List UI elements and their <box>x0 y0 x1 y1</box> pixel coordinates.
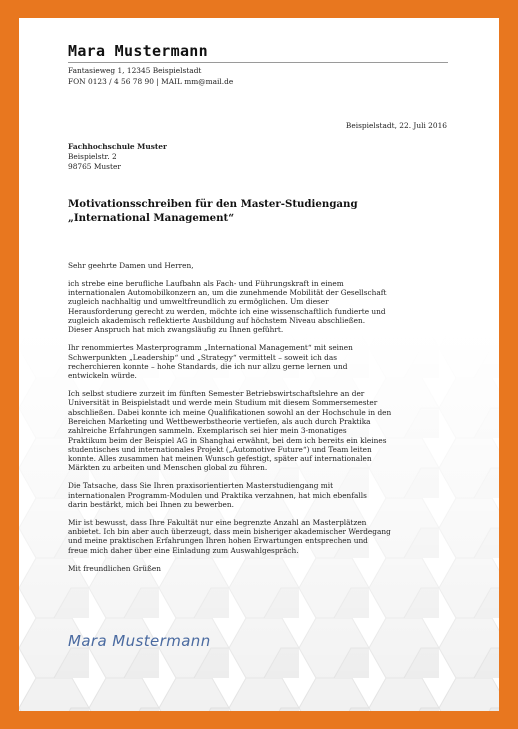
subject-line-1: Motivationsschreiben für den Master-Studiengang <box>68 198 358 210</box>
paragraph-line: Praktikum beim der Beispiel AG in Shanghai erwähnt, bei dem ich bereits ein kleines <box>68 435 387 445</box>
paragraph-line: internationalen Programm-Modulen und Praktika verzahnen, hat mich ebenfalls <box>68 490 367 500</box>
subject-heading <box>68 198 358 225</box>
paragraph-line: ich strebe eine berufliche Laufbahn als Fach- und Führungskraft in einem <box>68 278 344 288</box>
paragraph-line: zugleich nachhaltig und umweltfreundlich zu ermöglichen. Um dieser <box>68 297 329 307</box>
handwritten-signature: Mara Mustermann <box>68 632 211 650</box>
paragraph-line: zahlreiche Erfahrungen sammeln. Exemplarisch sei hier mein 3-monatiges <box>68 426 347 436</box>
recipient-street: Beispielstr. 2 <box>68 152 117 161</box>
paragraph-line: Dieser Anspruch hat mich zwangsläufig zu Ihnen geführt. <box>68 325 284 335</box>
recipient-address <box>68 142 167 172</box>
body-paragraph <box>68 389 453 473</box>
letter-body <box>68 261 453 581</box>
paragraph-line: Ich selbst studiere zurzeit im fünften Semester Betriebswirtschaftslehre an der <box>68 389 365 399</box>
letter-page <box>19 18 499 711</box>
body-paragraphs <box>68 279 453 555</box>
paragraph-line: Bereichen Marketing und Wettbewerbstheorie vertiefen, als auch durch Praktika <box>68 416 371 426</box>
paragraph-line: darin bestärkt, mich bei Ihnen zu bewerben. <box>68 499 234 509</box>
sender-address: Fantasieweg 1, 12345 Beispielstadt <box>68 66 202 75</box>
paragraph-line: Universität in Beispielstadt und werde mein Studium mit diesem Sommersemester <box>68 398 378 408</box>
body-paragraph <box>68 481 453 509</box>
paragraph-line: freue mich daher über eine Einladung zum Auswahlgespräch. <box>68 545 299 555</box>
paragraph-line: recherchieren konnte – hohe Standards, die ich nur allzu gerne lernen und <box>68 361 348 371</box>
paragraph-line: Märkten zu arbeiten und Menschen global zu führen. <box>68 463 268 473</box>
recipient-city: 98765 Muster <box>68 162 121 171</box>
paragraph-line: internationalen Automobilkonzern an, um die zunehmende Mobilität der Gesellschaft <box>68 288 387 298</box>
sender-name: Mara Mustermann <box>68 42 208 60</box>
paragraph-line: Schwerpunkten „Leadership“ und „Strategy“ vermittelt – soweit ich das <box>68 352 338 362</box>
header-divider <box>68 62 448 63</box>
body-paragraph <box>68 279 453 335</box>
subject-line-2: „International Management“ <box>68 211 235 224</box>
sender-contact: FON 0123 / 4 56 78 90 | MAIL mm@mail.de <box>68 77 234 86</box>
paragraph-line: Mir ist bewusst, dass Ihre Fakultät nur eine begrenzte Anzahl an Masterplätzen <box>68 517 367 527</box>
paragraph-line: Ihr renommiertes Masterprogramm „International Management“ mit seinen <box>68 343 353 353</box>
paragraph-line: zugleich akademisch reflektierte Ausbildung auf höchstem Niveau abschließen. <box>68 316 366 326</box>
paragraph-line: abschließen. Dabei konnte ich meine Qualifikationen sowohl an der Hochschule in den <box>68 407 392 417</box>
paragraph-line: anbietet. Ich bin aber auch überzeugt, dass mein bisheriger akademischer Werdegang <box>68 527 391 537</box>
body-paragraph <box>68 518 453 555</box>
body-paragraph <box>68 343 453 380</box>
paragraph-line: konnte. Alles zusammen hat meinen Wunsch gefestigt, später auf internationalen <box>68 454 372 464</box>
paragraph-line: Herausforderung gerecht zu werden, möchte ich eine wissenschaftlich fundierte und <box>68 306 386 316</box>
closing: Mit freundlichen Grüßen <box>68 563 161 573</box>
letter-date: Beispielstadt, 22. Juli 2016 <box>345 121 447 130</box>
paragraph-line: und meine praktischen Erfahrungen Ihren hohen Erwartungen entsprechen und <box>68 536 368 546</box>
paragraph-line: Die Tatsache, dass Sie Ihren praxisorientierten Masterstudiengang mit <box>68 481 334 491</box>
salutation: Sehr geehrte Damen und Herren, <box>68 261 194 270</box>
paragraph-line: studentisches und internationales Projekt („Automotive Future“) und Team leiten <box>68 444 372 454</box>
recipient-name: Fachhochschule Muster <box>68 142 167 151</box>
paragraph-line: entwickeln würde. <box>68 371 137 381</box>
